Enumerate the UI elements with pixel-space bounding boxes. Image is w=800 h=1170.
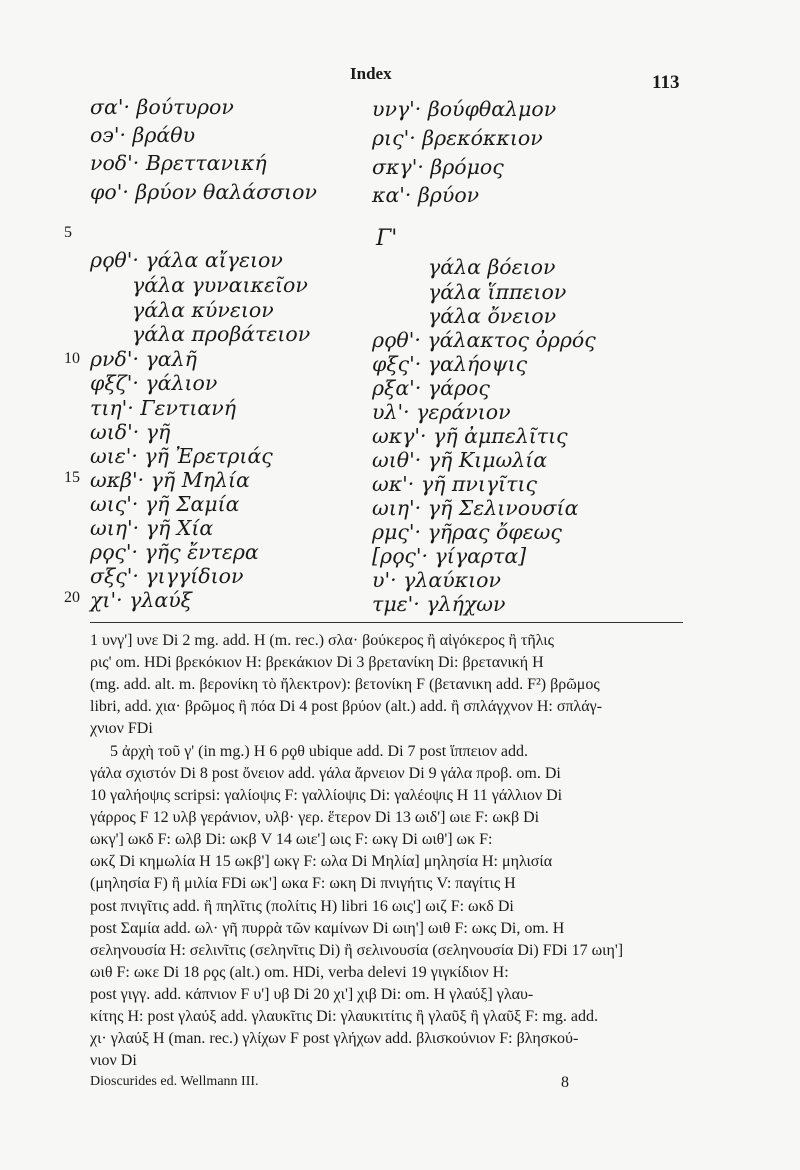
index-entry: γάλα γυναικεῖον [132,273,308,297]
index-entry: ωις'· γῆ Σαμία [90,492,240,516]
line-number: 10 [64,350,80,367]
index-entry: γάλα προβάτειον [132,322,311,346]
apparatus-line: post Σαμία add. ωλ· γῆ πυρρὰ τῶν καμίνων Di ωιη'] ωιθ F: ωκς Di, om. H [90,920,565,937]
index-entry: ρξα'· γάρος [372,376,490,400]
line-number: 5 [64,224,72,241]
apparatus-line: ωκζ Di κημωλία H 15 ωκβ'] ωκγ F: ωλα Di Μηλία] μηλησία H: μηλισία [90,853,553,870]
index-entry: ωιε'· γῆ Ἐρετριάς [90,444,273,468]
index-entry: χι'· γλαύξ [90,588,192,612]
apparatus-divider [90,622,683,623]
publication-line: Dioscurides ed. Wellmann III. [90,1074,259,1089]
index-entry: κα'· βρύον [372,183,480,207]
index-entry: υ'· γλαύκιον [372,568,501,592]
apparatus-line: libri, add. χια· βρῶμος ἢ πόα Di 4 post βρύον (alt.) add. ἢ σπλάγχνον H: σπλάγ- [90,698,603,715]
apparatus-line: 1 υνγ'] υνε Di 2 mg. add. H (m. rec.) σλα· βούκερος ἢ αἰγόκερος ἢ τῆλις [90,632,554,649]
running-header [0,64,800,93]
index-entry: ρϙθ'· γάλακτος ὀρρός [372,328,596,352]
index-entry: νοδ'· Βρεττανική [90,151,267,175]
index-entry: ρις'· βρεκόκκιον [372,126,543,150]
index-entry: ωκγ'· γῆ ἀμπελῖτις [372,424,568,448]
signature-mark: 8 [561,1074,569,1091]
index-entry: υνγ'· βούφθαλμον [372,97,557,121]
apparatus-line: ρις' om. HDi βρεκόκιον H: βρεκάκιον Di 3 βρετανίκη Di: βρετανική H [90,654,544,671]
index-entry: [ρϙς'· γίγαρτα] [372,544,527,568]
index-entry: ωιθ'· γῆ Κιμωλία [372,448,548,472]
line-number: 15 [64,469,80,486]
index-entry: φξς'· γαλήοψις [372,352,528,376]
line-number: 20 [64,589,80,606]
index-entry: ωιδ'· γῆ [90,420,171,444]
apparatus-line: post γιγγ. add. κάπνιον F υ'] υβ Di 20 χι'] χιβ Di: om. H γλαύξ] γλαυ- [90,986,534,1003]
index-entry: ωιη'· γῆ Σελινουσία [372,496,579,520]
apparatus-line: 10 γαλήοψις scripsi: γαλίοψις F: γαλλίοψις Di: γαλέοψις H 11 γάλλιον Di [90,787,563,804]
index-entry: ωκβ'· γῆ Μηλία [90,468,250,492]
index-entry: γάλα βόειον [428,255,556,279]
apparatus-line: χι· γλαύξ H (man. rec.) γλίχων F post γλήχων add. βλισκούνιον F: βλησκού- [90,1030,579,1047]
apparatus-line: post πνιγῖτις add. ἢ πηλῖτις (πολίτις H) libri 16 ωις'] ωιζ F: ωκδ Di [90,898,514,915]
apparatus-line: 5 ἀρχὴ τοῦ γ' (in mg.) H 6 ρϙθ ubique add. Di 7 post ἵππειον add. [110,743,529,760]
index-entry: ρμς'· γῆρας ὄφεως [372,520,562,544]
header-title: Index [350,64,392,83]
apparatus-line: γάρρος F 12 υλβ γεράνιον, υλβ· γερ. ἕτερον Di 13 ωιδ'] ωιε F: ωκβ Di [90,809,540,826]
apparatus-line: κίτης H: post γλαύξ add. γλαυκῖτις Di: γλαυκιτίτις ἢ γλαῦξ ἢ γλαῦξ F: mg. add. [90,1008,599,1025]
index-entry: φξζ'· γάλιον [90,371,218,395]
index-entry: ρϙθ'· γάλα αἴγειον [90,248,283,272]
index-entry: ρϙς'· γῆς ἔντερα [90,540,259,564]
apparatus-line: ωκγ'] ωκδ F: ωλβ Di: ωκβ V 14 ωιε'] ωις F: ωκγ Di ωιθ'] ωκ F: [90,831,493,848]
index-entry: ρνδ'· γαλῆ [90,347,197,371]
apparatus-line: νιον Di [90,1052,137,1069]
section-heading-gamma: Γ' [376,226,398,251]
apparatus-line: σεληνουσία H: σελινῖτις (σεληνῖτις Di) ἢ σελινουσία (σεληνουσία Di) FDi 17 ωιη'] [90,942,624,959]
page-number: 113 [652,72,680,93]
index-entry: ωιη'· γῆ Χία [90,516,214,540]
index-entry: σα'· βούτυρον [90,95,234,119]
apparatus-line: γάλα σχιστόν Di 8 post ὄνειον add. γάλα ἄρνειον Di 9 γάλα προβ. om. Di [90,765,561,782]
index-entry: ο϶'· βράθυ [90,123,196,147]
index-entry: γάλα ὄνειον [428,304,557,328]
index-entry: σκγ'· βρόμος [372,155,504,179]
apparatus-line: (μηλησία F) ἢ μιλία FDi ωκ'] ωκα F: ωκη Di πνιγήτις V: παγίτις H [90,875,516,892]
index-entry: σξς'· γιγγίδιον [90,564,244,588]
apparatus-line: (mg. add. alt. m. βερονίκη τὸ ἤλεκτρον): βετονίκη F (βετανικη add. F²) βρῶμος [90,676,600,693]
index-entry: ωκ'· γῆ πνιγῖτις [372,472,538,496]
index-entry: υλ'· γεράνιον [372,400,511,424]
index-entry: τμε'· γλήχων [372,592,506,616]
index-entry: γάλα κύνειον [132,298,274,322]
apparatus-line: χνιον FDi [90,720,153,737]
apparatus-line: ωιθ F: ωκε Di 18 ρϙς (alt.) om. HDi, verba delevi 19 γιγκίδιον H: [90,964,509,981]
index-entry: φο'· βρύον θαλάσσιον [90,180,317,204]
index-entry: γάλα ἵππειον [428,280,567,304]
index-entry: τιη'· Γεντιανή [90,396,236,420]
